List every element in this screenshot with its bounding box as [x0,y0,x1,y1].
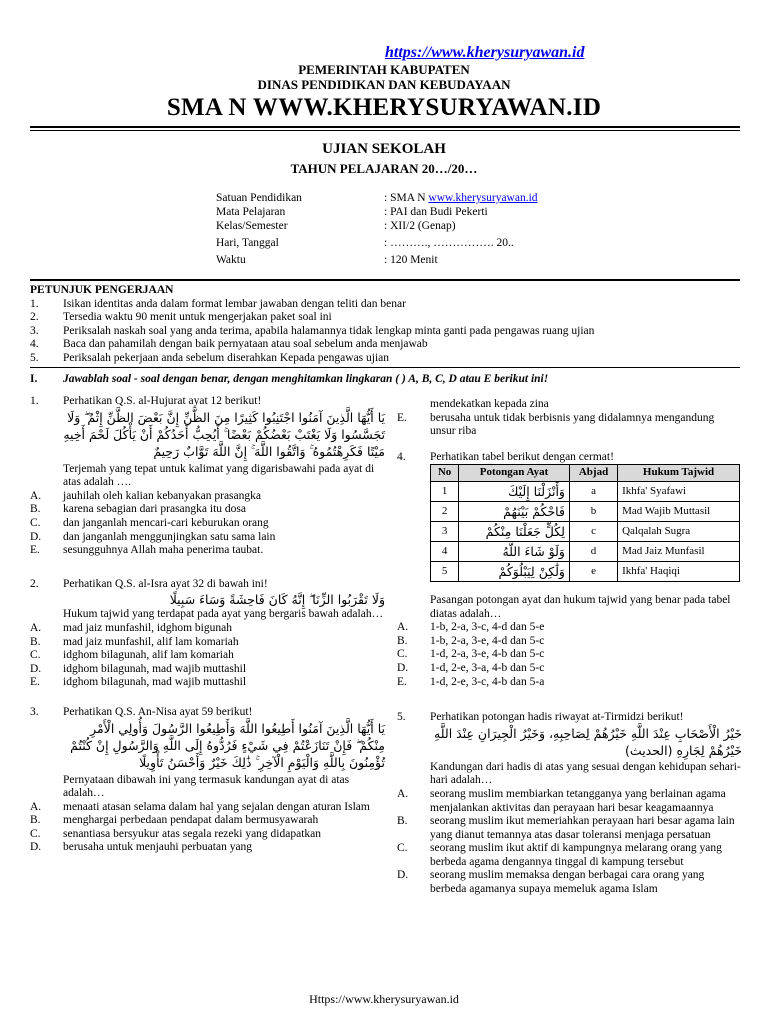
question-number: 5. [397,711,406,724]
info-value: : PAI dan Budi Pekerti [384,206,488,218]
question-number: 2. [30,577,39,590]
option-c[interactable]: C. 1-d, 2-a, 3-e, 4-b dan 5-c [397,648,545,661]
option-d[interactable]: D. 1-d, 2-e, 3-a, 4-b dan 5-c [397,661,545,674]
question-number: 1. [30,395,39,407]
option-e[interactable]: E. berusaha untuk tidak berbisnis yang didalamnya mengandung unsur riba [397,411,715,438]
instruction-item: 5. Periksalah pekerjaan anda sebelum diserahkan Kepada pengawas ujian [30,351,390,364]
option-a[interactable]: A. 1-b, 2-a, 3-c, 4-d dan 5-e [397,621,545,634]
school-name: SMA N WWW.KHERYSURYAWAN.ID [166,94,602,121]
right-column [397,398,742,897]
option-b[interactable]: B. 1-b, 2-a, 3-e, 4-d dan 5-c [397,634,545,647]
question-prompt: Pernyataan dibawah ini yang termasuk kandungan ayat di atas adalah… [63,773,350,800]
info-row-mapel [216,205,538,219]
cell-abjad: c [569,521,617,541]
option-d-continued: mendekatkan kepada zina [430,398,549,410]
info-key: Mata Pelajaran [216,206,286,218]
left-column [30,395,385,855]
cell-hukum: Mad Jaiz Munfasil [618,541,740,561]
header-line-1: PEMERINTAH KABUPATEN [298,62,470,77]
cell-no: 3 [431,521,459,541]
government-header [0,62,768,92]
question-1 [30,395,385,558]
exam-title: UJIAN SEKOLAH [322,141,446,157]
table-row [431,521,740,541]
cell-ayat: فَاحْكُمْ بَيْنَهُمْ [459,501,570,521]
option-d[interactable]: D. dan janganlah menggunjingkan satu sama lain [30,530,276,543]
cell-ayat: وَأَنْزَلْنَا إِلَيْكَ [459,481,570,501]
info-divider [30,279,740,281]
cell-abjad: a [569,481,617,501]
cell-hukum: Ikhfa' Haqiqi [618,561,740,581]
tajwid-table [430,464,740,582]
instructions-title: PETUNJUK PENGERJAAN [30,284,174,296]
question-4 [397,451,742,689]
cell-ayat: وَلَٰكِنْ لِيَبْلُوَكُمْ [459,561,570,581]
question-prompt: Terjemah yang tepat untuk kalimat yang digarisbawahi pada ayat di atas adalah …. [63,462,375,489]
cell-hukum: Qalqalah Sugra [618,521,740,541]
option-a[interactable]: A. seorang muslim membiarkan tetangganya yang berlainan agama menjalankan aktivitas dan perayaan hari besar keagamaannya [397,787,726,814]
question-3 [30,706,385,855]
table-row [431,501,740,521]
cell-hukum: Ikhfa' Syafawi [618,481,740,501]
header-url-link[interactable]: https://www.kherysuryawan.id [385,44,585,61]
question-number: 3. [30,705,39,718]
instructions [30,284,740,366]
cell-no: 4 [431,541,459,561]
instruction-item: 3. Periksalah naskah soal yang anda terima, apabila halamannya tidak lengkap minta ganti pada pengawas ruang ujian [30,324,595,337]
option-c[interactable]: C. senantiasa bersyukur atas segala rezeki yang didapatkan [30,827,322,840]
option-c[interactable]: C. idghom bilagunah, alif lam komariah [30,649,234,662]
cell-no: 2 [431,501,459,521]
option-e[interactable]: E. idghom bilagunah, mad wajib muttashil [30,676,247,689]
arabic-hadith: خَيْرُ الْأَصْحَابِ عِنْدَ اللَّهِ خَيْرُهُمْ لِصَاحِبِهِ، وَخَيْرُ الْجِيرَانِ عِنْدَ اللَّهِ خَيْرُهُمْ لِجَارِهِ (الحديث) [434,725,742,758]
exam-info-table [216,191,538,267]
option-b[interactable]: B. seorang muslim ikut memeriahkan perayaan hari besar agama lain yang dianut temannya atas dasar toleransi menjaga persatuan [397,815,735,841]
header-line-2: DINAS PENDIDIKAN DAN KEBUDAYAAN [257,77,511,92]
cell-abjad: b [569,501,617,521]
option-a[interactable]: A. jauhilah oleh kalian kebanyakan prasangka [30,489,261,502]
question-stem: Perhatikan Q.S. An-Nisa ayat 59 berikut! [63,705,253,718]
section-heading: I. Jawablah soal - soal dengan benar, dengan menghitamkan lingkaran ( ) A, B, C, D atau E berikut ini! [30,373,549,385]
question-stem: Perhatikan Q.S. al-Isra ayat 32 di bawah ini! [63,577,268,590]
option-c[interactable]: C. seorang muslim ikut aktif di kampungnya melarang orang yang berbeda agama dengannya tinggal di kampung tersebut [397,842,722,868]
cell-abjad: d [569,541,617,561]
option-e[interactable]: E. 1-d, 2-e, 3-c, 4-b dan 5-a [397,675,545,688]
col-header: Hukum Tajwid [618,465,740,482]
info-row-kelas [216,219,538,233]
col-header: No [431,465,459,482]
option-c[interactable]: C. dan janganlah mencari-cari keburukan orang [30,516,269,529]
cell-no: 5 [431,561,459,581]
option-d[interactable]: D. seorang muslim memaksa dengan berbagai cara orang yang berbeda agamanya supaya memeluk agama Islam [397,869,705,896]
option-a[interactable]: A. menaati atasan selama dalam hal yang sejalan dengan aturan Islam [30,800,370,813]
instructions-divider [30,367,740,368]
arabic-verse: يَا أَيُّهَا الَّذِينَ آمَنُوا اجْتَنِبُوا كَثِيرًا مِنَ الظَّنِّ إِنَّ بَعْضَ الظَّنِّ إِثْمٌ ۖ وَلَا تَجَسَّسُوا وَلَا يَغْتَبْ بَعْضُكُمْ بَعْضًا ۚ أَيُحِبُّ أَحَدُكُمْ أَنْ يَأْكُلَ لَحْمَ أَخِيهِ مَيْتًا فَكَرِهْتُمُوهُ ۚ وَاتَّقُوا اللَّهَ ۚ إِنَّ اللَّهَ تَوَّابٌ رَحِيمٌ [63,409,385,459]
exam-year: TAHUN PELAJARAN 20…/20… [290,161,478,176]
option-b[interactable]: B. karena sebagian dari prasangka itu dosa [30,503,246,516]
question-5 [397,711,742,897]
cell-hukum: Mad Wajib Muttasil [618,501,740,521]
info-key: Waktu [216,254,246,266]
info-key: Hari, Tanggal [216,237,279,249]
cell-no: 1 [431,481,459,501]
instruction-item: 4. Baca dan pahamilah dengan baik pernyataan atau soal sebelum anda menjawab [30,338,428,351]
option-e[interactable]: E. sesungguhnya Allah maha penerima taubat. [30,544,264,557]
instruction-item: 2. Tersedia waktu 90 menit untuk mengerjakan paket soal ini [30,311,332,324]
col-header: Potongan Ayat [459,465,570,482]
cell-ayat: لِكُلٍّ جَعَلْنَا مِنْكُمْ [459,521,570,541]
info-value: : SMA N www.kherysuryawan.id [384,192,538,204]
info-value: : XII/2 (Genap) [384,220,456,232]
option-d[interactable]: D. idghom bilagunah, mad wajib muttashil [30,662,247,675]
question-prompt: Pasangan potongan ayat dan hukum tajwid yang benar pada tabel diatas adalah… [430,593,731,620]
footer-url[interactable]: Https://www.kherysuryawan.id [309,992,459,1006]
question-2 [30,578,385,690]
table-row [431,561,740,581]
question-stem: Perhatikan potongan hadis riwayat at-Tirmidzi berikut! [430,711,684,724]
school-website-link[interactable]: www.kherysuryawan.id [428,192,538,204]
exam-title-block [0,140,768,178]
question-number: 4. [397,450,406,463]
option-d[interactable]: D. berusaha untuk menjauhi perbuatan yang [30,841,253,854]
info-row-hari [216,236,538,250]
table-row [431,541,740,561]
question-stem: Perhatikan Q.S. al-Hujurat ayat 12 berikut! [63,395,262,407]
option-b[interactable]: B. menghargai perbedaan pendapat dalam bermusyawarah [30,814,319,827]
option-a[interactable]: A. mad jaiz munfashil, idghom bigunah [30,621,232,634]
table-header-row [431,465,740,482]
header-divider-thin [30,130,740,131]
table-row [431,481,740,501]
info-key: Satuan Pendidikan [216,192,302,204]
info-row-satuan [216,191,538,205]
question-stem: Perhatikan tabel berikut dengan cermat! [430,450,614,463]
info-value: : ………., ……………. 20.. [384,237,514,249]
cell-ayat: وَلَوْ شَاءَ اللَّهُ [459,541,570,561]
question-prompt: Hukum tajwid yang terdapat pada ayat yang bergaris bawah adalah… [63,608,384,621]
cell-abjad: e [569,561,617,581]
option-b[interactable]: B. mad jaiz munfashil, alif lam komariah [30,635,239,648]
header-divider-thick [30,126,740,128]
instruction-item: 1. Isikan identitas anda dalam format lembar jawaban dengan teliti dan benar [30,297,406,310]
question-prompt: Kandungan dari hadis di atas yang sesuai dengan kehidupan sehari-hari adalah… [430,760,741,787]
arabic-verse: يَا أَيُّهَا الَّذِينَ آمَنُوا أَطِيعُوا اللَّهَ وَأَطِيعُوا الرَّسُولَ وَأُولِي الْأَمْرِ مِنْكُمْ ۖ فَإِنْ تَنَازَعْتُمْ فِي شَيْءٍ فَرُدُّوهُ إِلَى اللَّهِ وَالرَّسُولِ إِنْ كُنْتُمْ تُؤْمِنُونَ بِاللَّهِ وَالْيَوْمِ الْآخِرِ ۚ ذَٰلِكَ خَيْرٌ وَأَحْسَنُ تَأْوِيلًا [70,720,385,770]
info-value: : 120 Menit [384,254,438,266]
col-header: Abjad [569,465,617,482]
info-key: Kelas/Semester [216,220,288,232]
info-row-waktu [216,253,538,267]
arabic-verse: وَلَا تَقْرَبُوا الزِّنَا ۖ إِنَّهُ كَانَ فَاحِشَةً وَسَاءَ سَبِيلًا [169,592,385,608]
